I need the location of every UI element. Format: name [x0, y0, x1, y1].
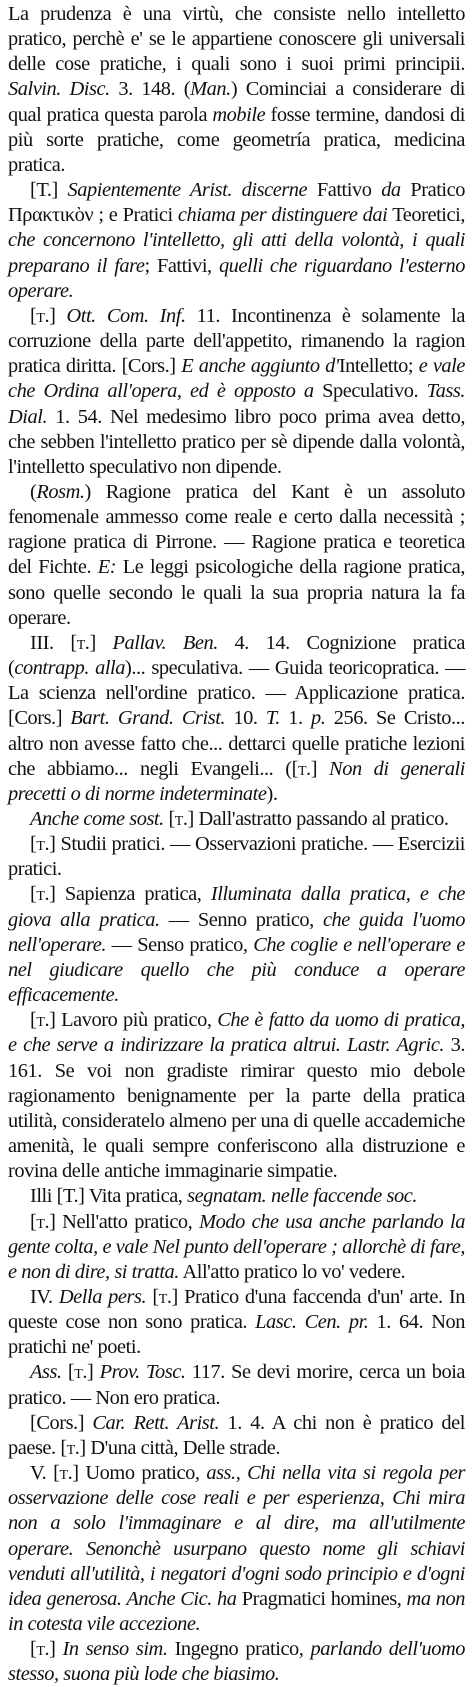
italic-text: Car. Rett. Arist.	[92, 1411, 220, 1434]
italic-text: Che coglie e nell'operare e nel giudicare quello che più conduce a operare efficacemente.	[8, 933, 466, 1007]
italic-text: Che è fatto da uomo di pratica, e che serve a indirizzare la pratica altrui.	[8, 1009, 465, 1057]
italic-text: parlando dell'uomo stesso, suona più lode che biasimo.	[8, 1638, 465, 1686]
italic-text: ma non in cotesta vile accezione.	[8, 1587, 465, 1635]
dictionary-paragraph	[8, 1184, 465, 1209]
text-run: [	[146, 1285, 159, 1308]
italic-text: mobile	[212, 103, 266, 126]
text-run: ] Dall'astratto passando al pratico.	[187, 808, 449, 830]
text-run: ] Nell'atto pratico,	[49, 1210, 200, 1233]
italic-text: Pallav. Ben.	[112, 631, 218, 654]
text-run: 117. Se devi morire, cerca un boia pratico. — Non ero pratica.	[8, 1361, 466, 1409]
italic-text: Della pers.	[58, 1285, 147, 1308]
text-run: ]	[49, 304, 67, 327]
italic-text: In senso sim.	[62, 1638, 168, 1661]
dictionary-paragraph	[8, 631, 465, 807]
italic-text: ass., Chi nella vita si regola per osservazione delle cose reali e per esperienza, Chi mira non a solo l'immaginare e al dire, ma all'utilmente operare. Senonchè usurpano questo nome gli schiavi venduti all'utilità, i negatori d'ogni sodo principio e d'ogni idea generosa. Anche Cic. ha	[8, 1462, 465, 1610]
dictionary-paragraph	[8, 304, 465, 480]
small-caps-text: t.	[36, 304, 50, 327]
text-run: [	[30, 304, 37, 327]
dictionary-paragraph	[8, 1285, 465, 1360]
text-run: IV.	[30, 1285, 59, 1308]
text-run: La prudenza è una virtù, che consiste nello intelletto pratico, perchè e' se le appartiene conoscere gli universali delle cose pratiche, i quali sono i suoi primi principii.	[8, 3, 465, 76]
dictionary-paragraph	[8, 807, 465, 832]
text-run: (	[30, 480, 37, 503]
text-run: [	[30, 1638, 37, 1661]
dictionary-paragraph	[8, 480, 465, 631]
dictionary-paragraph	[8, 832, 465, 882]
italic-text: Bart. Grand. Crist.	[70, 707, 226, 730]
dictionary-paragraph	[8, 1210, 465, 1285]
dictionary-paragraph	[8, 1360, 465, 1410]
italic-text: che guida l'uomo nell'operare.	[8, 908, 465, 956]
text-run: 1. 64. Non pratichi ne' poeti.	[8, 1311, 465, 1359]
text-run: Speculativo.	[313, 380, 427, 403]
italic-text: Anche come sost.	[30, 808, 164, 830]
italic-text: Modo che usa anche parlando la gente colta, e vale Nel punto dell'operare ; allorchè di fare, e non di dire, si tratta.	[8, 1210, 465, 1283]
text-run: — Senso pratico,	[106, 933, 254, 956]
italic-text: Lastr. Agric.	[347, 1034, 445, 1057]
italic-text: Ass.	[30, 1361, 62, 1384]
text-run: ] D'una città, Delle strade.	[79, 1436, 280, 1459]
text-run: 1. 54. Nel medesimo libro poco prima avea detto, che sebben l'intelletto pratico per sè dipende dalla volontà, l'intelletto speculativo non dipende.	[8, 405, 465, 478]
italic-text: che concernono l'intelletto, gli atti della volontà, i quali preparano il fare	[8, 229, 465, 277]
text-run: ) Ragione pratica del Kant è un assoluto fenomenale ammesso come reale e certo dalla necessità ; ragione pratica di Pirrone. — Ragione pratica e teoretica del Fichte.	[8, 480, 465, 579]
text-run: [	[30, 1009, 37, 1032]
italic-text: Salvin. Disc.	[8, 78, 110, 101]
text-run: 3. 161. Se voi non gradiste rimirar questo mio debole ragionamento benignamente per la parte della pratica utilità, consideratelo almeno per una di quelle accademiche amenità, le quali sempre conferiscono alla distruzione e rovina delle antiche immaginarie simpatie.	[8, 1034, 466, 1183]
small-caps-text: t.	[36, 1638, 50, 1661]
dictionary-paragraph	[8, 1461, 465, 1637]
text-run: ]	[49, 1638, 63, 1661]
text-run: fosse termine, dandosi di più sorte pratiche, come geometría pratica, medicina pratica.	[8, 103, 466, 176]
text-run: ] Uomo pratico,	[72, 1462, 207, 1485]
text-run: ]	[89, 631, 113, 654]
text-run: All'atto pratico lo vo' vedere.	[178, 1260, 406, 1283]
italic-text: p.	[311, 707, 326, 730]
text-run: V. [	[30, 1462, 60, 1485]
text-run: 10.	[225, 707, 266, 730]
italic-text: Man.	[190, 78, 231, 101]
text-run: III. [	[30, 631, 77, 654]
dictionary-paragraph	[8, 178, 465, 304]
italic-text: E:	[97, 556, 117, 579]
italic-text: Sapientemente Arist.	[67, 179, 232, 202]
text-run: ] Lavoro più pratico,	[49, 1009, 218, 1032]
text-run: ] Pratico d'una faccenda d'un' arte. In queste cose non sono pratica.	[8, 1285, 465, 1334]
text-run: Teoretici,	[387, 204, 465, 227]
small-caps-text: t.	[66, 1436, 80, 1459]
text-run: 3. 148. (	[109, 78, 191, 101]
italic-text: e vale che Ordina all'opera, ed è opposto a	[8, 355, 465, 403]
italic-text: Rosm.	[36, 480, 85, 503]
text-run: ; Fattivi,	[144, 254, 219, 277]
small-caps-text: t.	[158, 1285, 172, 1308]
italic-text: Prov. Tosc.	[99, 1361, 186, 1384]
text-run: T.	[62, 1185, 79, 1208]
text-run: ) Cominciai a considerare di qual pratica questa parola	[8, 78, 465, 126]
italic-text: Non di generali precetti o di norme indeterminate	[8, 757, 465, 805]
text-run	[232, 179, 242, 201]
italic-text: E anche aggiunto d'	[181, 355, 339, 378]
text-run: )... speculativa. — Guida teoricopratica. — La scienza nell'ordine pratico. — Applicazione pratica. [Cors.]	[8, 657, 466, 730]
text-run: Fattivo	[307, 179, 382, 202]
italic-text: nelle faccende soc.	[270, 1185, 417, 1208]
text-run: ] Sapienza pratica,	[49, 883, 211, 906]
italic-text: quelli che riguardano l'esterno operare.	[8, 254, 465, 302]
italic-text: segnatam.	[187, 1185, 267, 1208]
small-caps-text: t.	[76, 631, 90, 654]
small-caps-text: t.	[36, 883, 50, 906]
italic-text: Tass. Dial.	[8, 380, 465, 428]
dictionary-paragraph	[8, 2, 465, 178]
italic-text: Lasc. Cen. pr.	[255, 1311, 369, 1334]
text-run: ]	[310, 757, 330, 780]
text-run: 256. Se Cristo... altro non avesse fatto che... dettarci quelle pratiche lezioni che abbiamo... negli Evangeli... ([	[8, 707, 465, 780]
text-run: Intelletto;	[338, 355, 419, 378]
text-run: [	[163, 808, 175, 830]
small-caps-text: t.	[74, 1361, 87, 1384]
text-run: [Cors.]	[30, 1411, 93, 1434]
italic-text: da	[381, 179, 401, 202]
text-run: 1.	[279, 707, 312, 730]
italic-text: Illuminata dalla pratica, e che giova alla pratica.	[8, 883, 465, 931]
text-run: ] Vita pratica,	[78, 1185, 188, 1208]
small-caps-text: t.	[174, 808, 188, 830]
small-caps-text: t.	[297, 757, 311, 780]
italic-text: Ott. Com. Inf.	[66, 304, 186, 327]
italic-text: chiama per distinguere dai	[177, 204, 388, 227]
text-run: 1. 4. A chi non è pratico del paese. [	[8, 1411, 465, 1459]
small-caps-text: t.	[36, 1009, 50, 1032]
text-run: [	[61, 1361, 75, 1384]
text-run: — Senno pratico,	[159, 908, 323, 931]
italic-text: T.	[265, 707, 280, 730]
italic-text: contrapp. alla	[14, 657, 126, 680]
text-run: 4. 14. Cognizione pratica (	[8, 631, 465, 680]
text-run: [	[30, 1210, 37, 1233]
text-run: [	[30, 833, 37, 856]
text-run: Pragmatici homines,	[236, 1587, 407, 1610]
dictionary-paragraph	[8, 1411, 465, 1461]
dictionary-paragraph	[8, 1008, 465, 1184]
text-run: 11. Incontinenza è solamente la corruzione della parte dell'appetito, rimanendo la ragion pratica diritta. [Cors.]	[8, 304, 465, 378]
dictionary-paragraph	[8, 1637, 465, 1687]
small-caps-text: t.	[59, 1462, 73, 1485]
text-run: ] Studii pratici. — Osservazioni pratiche. — Esercizii pratici.	[8, 833, 465, 881]
dictionary-paragraph	[8, 882, 465, 1008]
text-run: ).	[266, 782, 278, 805]
text-run: [T.]	[30, 179, 68, 202]
small-caps-text: t.	[36, 1210, 50, 1233]
text-run: Illi [	[30, 1185, 63, 1208]
italic-text: discerne	[241, 179, 308, 202]
text-run: Le leggi psicologiche della ragione pratica, sono quelle secondo le quali la sua propria natura la fa operare.	[8, 556, 465, 629]
small-caps-text: t.	[36, 833, 50, 856]
text-run: Ingegno pratico,	[167, 1638, 311, 1661]
text-run: Pratico Πρακτικὸν ; e Pratici	[8, 179, 465, 227]
text-run: ]	[86, 1361, 100, 1384]
text-run: [	[30, 883, 37, 906]
